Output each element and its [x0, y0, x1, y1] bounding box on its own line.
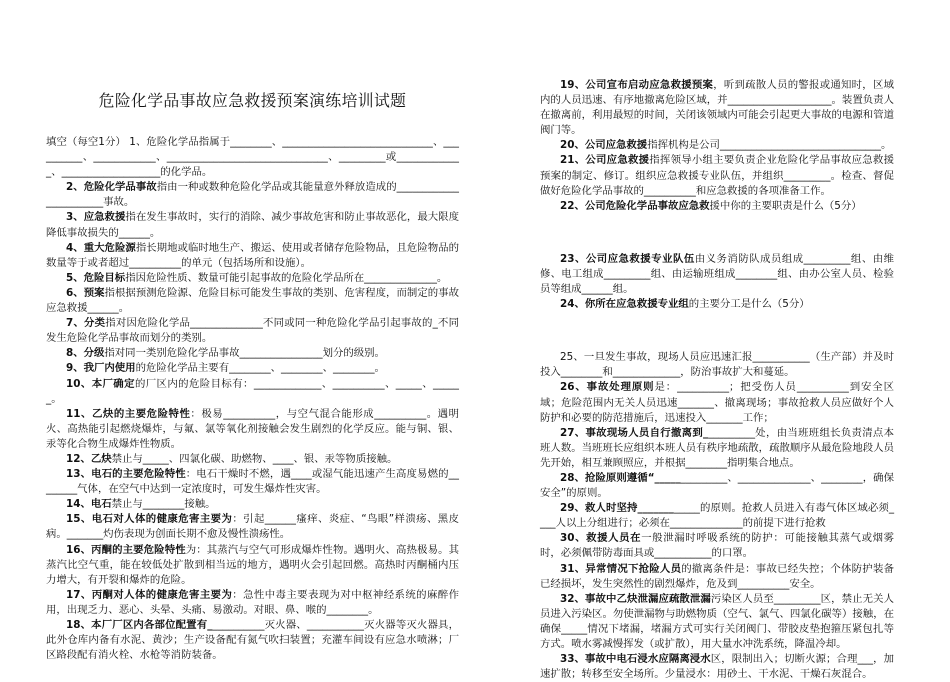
- question-28: 28、抢险原则遵循“______________、______________、________，确保安全”的原则。: [540, 471, 894, 500]
- question-4: 4、重大危险源指长期地或临时地生产、搬运、使用或者储存危险物品，且危险物品的数量等于或者超过__________的单元（包括场所和设施）。: [46, 241, 459, 269]
- question-3: 3、应急救援指在发生事故时，实行的消除、减少事故危害和防止事故恶化，最大限度降低事故损失的______。: [46, 211, 460, 239]
- question-label: 3、应急救援: [66, 211, 126, 224]
- question-label: 27、事故现场人员自行撤离到_: [560, 426, 709, 439]
- question-fill-1: 填空（每空1分） 1、危险化学品指属于________、_____________________________、__________、____________、_______________________________、_________或_____________、___________________的化学品。: [46, 136, 459, 179]
- question-30: 30、救援人员在一般泄漏时呼吸系统的防护：可能接触其蒸气或烟雾时，必须佩带防毒面具或___________的口罩。: [540, 532, 894, 560]
- left-column: [46, 91, 459, 663]
- question-label: 29、救人时坚持_______: [560, 502, 674, 515]
- question-label: 17、丙酮对人体的健康危害主要为: [66, 588, 233, 601]
- question-8: 8、分级指对同一类别危险化学品事故________________划分的级别。: [66, 347, 385, 360]
- question-label: 30、救援人员在: [560, 532, 642, 545]
- question-label: 16、丙酮的主要危险特性: [66, 543, 186, 556]
- question-label: 14、电石: [66, 498, 112, 511]
- question-14: 14、电石禁止与________接触。: [66, 498, 216, 511]
- question-label: 8、分级: [66, 347, 105, 360]
- question-label: 2、危险化学品事故: [66, 181, 157, 194]
- question-label: 12、乙炔: [66, 452, 112, 465]
- question-27: 27、事故现场人员自行撤离到__________处，由当班班组长负责清点本班人数。当班班长应组织本班人员有秩序地疏散，疏散顺序从最危险地段人员先开始，相互兼顾照应，并根据________指明集合地点。: [540, 426, 894, 469]
- question-label: 9、我厂内使用: [66, 362, 136, 375]
- question-13: 13、电石的主要危险特性：电石干燥时不燃，遇____或湿气能迅速产生高度易燃的________气体，在空气中达到一定浓度时，可发生爆炸性灾害。: [46, 468, 459, 496]
- question-5: 5、危险目标指因危险性质、数量可能引起事故的危险化学品所在______________。: [66, 271, 448, 284]
- question-label: 5、危险目标: [66, 271, 126, 284]
- question-24: 24、你所在应急救援专业组的主要分工是什么（5分）: [560, 298, 810, 311]
- question-label: 19、公司宣布启动应急救援预案: [560, 79, 714, 91]
- question-16: 16、丙酮的主要危险特性为：其蒸汽与空气可形成爆炸性物。遇明火、高热极易。其蒸汽比空气重，能在较低处扩散到相当远的地方，遇明火会引起回燃。高热时丙酮桶内压力增大，有开裂和爆炸的危险。: [46, 543, 459, 586]
- exam-title: 危险化学品事故应急救援预案演练培训试题: [98, 91, 407, 110]
- question-12: 12、乙炔禁止与_____、四氯化碳、助燃物、____、银、汞等物质接触。: [66, 452, 398, 465]
- question-10: 10、本厂确定的厂区内的危险目标有：_____________、__________、_____、______。: [46, 377, 459, 405]
- question-25: 25、一旦发生事故，现场人员应迅速汇报___________（生产部）并及时投入________和_____________，防治事故扩大和蔓延。: [540, 351, 894, 379]
- question-label: 6、预案: [66, 286, 105, 299]
- question-20: 20、公司应急救援指挥机构是公司_______________________________。: [560, 139, 892, 152]
- question-32: 32、事故中乙炔泄漏应疏散泄漏污染区人员至_________区，禁止无关人员进入污染区。勿使泄漏物与助燃物质（空气、氯气、四氯化碳等）接触，在确保_____情况下堵漏，堵漏方式可实行关闭阀门、带胶皮垫抱箍压紧包扎等方式。喷水雾减慢挥发（或扩散），用大量水冲洗系统，降温冷却。: [540, 592, 894, 650]
- question-7: 7、分类指对因危险化学品______________不同或同一种危险化学品引起事故的_不同发生危险化学品事故而划分的类别。: [46, 317, 459, 345]
- question-6: 6、预案指根据预测危险源、危险目标可能发生事故的类别、危害程度，而制定的事故应急救援______。: [46, 286, 459, 315]
- question-label: 7、分类: [66, 317, 106, 330]
- question-15: 15、电石对人体的健康危害主要为：引起______瘙痒、炎症、“鸟眼”样溃疡、黑皮病。_______灼伤表现为创面长期不愈及慢性溃疡性。: [46, 513, 459, 541]
- question-label: 15、电石对人体的健康危害主要为: [66, 513, 233, 526]
- question-label: 24、你所在应急救援专业组: [560, 298, 689, 311]
- question-21: 21、公司应急救援指挥领导小组主要负责企业危险化学品事故应急救援预案的制定、修订。组织应急救援专业队伍，并组织_________。检查、督促做好危险化学品事故的__________和应急救援的各项准备工作。: [540, 154, 894, 197]
- question-label: 22、公司危险化学品事故应急救: [560, 199, 710, 212]
- question-label: 33、事故中电石浸水应隔离浸水: [560, 653, 711, 666]
- question-23: 23、公司应急救援专业队伍由义务消防队成员组成_________组、由维修、电工组成_________组、由运输班组成________组、由办公室人员、检验员等组成______组。: [540, 252, 894, 296]
- question-29: 29、救人时坚持____________的原则。抢救人员进入有毒气体区域必须____人以上分组进行；必须在______________的前提下进行抢救: [540, 502, 895, 530]
- question-22: 22、公司危险化学品事故应急救援中你的主要职责是什么（5分）: [560, 199, 862, 212]
- question-label: 32、事故中乙炔泄漏应疏散泄漏: [560, 592, 711, 605]
- question-label: 20、公司应急救援: [560, 139, 648, 152]
- right-column: [540, 78, 894, 682]
- question-label: 4、重大危险源: [66, 241, 136, 254]
- question-19: 19、公司宣布启动应急救援预案，听到疏散人员的警报或通知时，区域内的人员迅速、有序地撤离危险区域，并____________________。装置负责人在撤离前，利用最短的时间，关闭该领域内可能会引起更大事故的电源和管道阀门等。: [540, 79, 894, 137]
- question-33: 33、事故中电石浸水应隔离浸水区，限制出入；切断火源；合理___，加速扩散；转移至安全场所。少量浸水：用砂土、干水泥、干燥石灰混合。: [540, 653, 894, 681]
- question-label: 26、事故处理原则: [560, 381, 655, 394]
- question-17: 17、丙酮对人体的健康危害主要为：急性中毒主要表现为对中枢神经系统的麻醉作用，出现乏力、恶心、头晕、头痛、易激动。对眼、鼻、喉的________。: [46, 588, 459, 616]
- question-label: 13、电石的主要危险特性: [66, 468, 186, 481]
- question-label: 11、乙炔的主要危险特性: [66, 407, 191, 420]
- question-label: 28、抢险原则遵循“_____: [560, 471, 681, 484]
- question-18: 18、本厂厂区内各部位配置有___________灭火器、___________灭火器等灭火器具，此外仓库内备有水泥、黄沙；生产设备配有氮气吹扫装置；充灌车间设有应急水喷淋；厂区路段配有消火栓、水枪等消防装备。: [46, 619, 459, 662]
- question-label: 23、公司应急救援专业队伍: [560, 252, 695, 265]
- question-2: 2、危险化学品事故指由一种或数种危险化学品或其能量意外释放造成的_______________________事故。: [46, 181, 460, 209]
- question-31: 31、异常情况下抢险人员的撤离条件是：事故已经失控；个体防护装备已经损坏，发生突然性的剧烈爆炸，危及到__________安全。: [540, 562, 894, 590]
- question-label: 18、本厂厂区内各部位配置有_: [66, 619, 213, 631]
- question-label: 31、异常情况下抢险人员: [560, 562, 682, 575]
- question-11: 11、乙炔的主要危险特性：极易__________，与空气混合能形成__________。遇明火、高热能引起燃烧爆炸，与氟、氯等氧化剂接触会发生剧烈的化学反应。能与铜、银、汞等化合物生成爆炸性物质。: [46, 407, 459, 450]
- question-9: 9、我厂内使用的危险化学品主要有________、________、________。: [66, 362, 385, 375]
- question-label: 21、公司应急救援: [560, 154, 650, 167]
- question-26: 26、事故处理原则是：__________；把受伤人员__________到安全区域；危险范围内无关人员迅速_______、撤离现场；事故抢救人员应做好个人防护和必要的防范措施后，迅速投入_______工作；: [540, 381, 894, 424]
- question-label: 10、本厂确定: [66, 377, 135, 390]
